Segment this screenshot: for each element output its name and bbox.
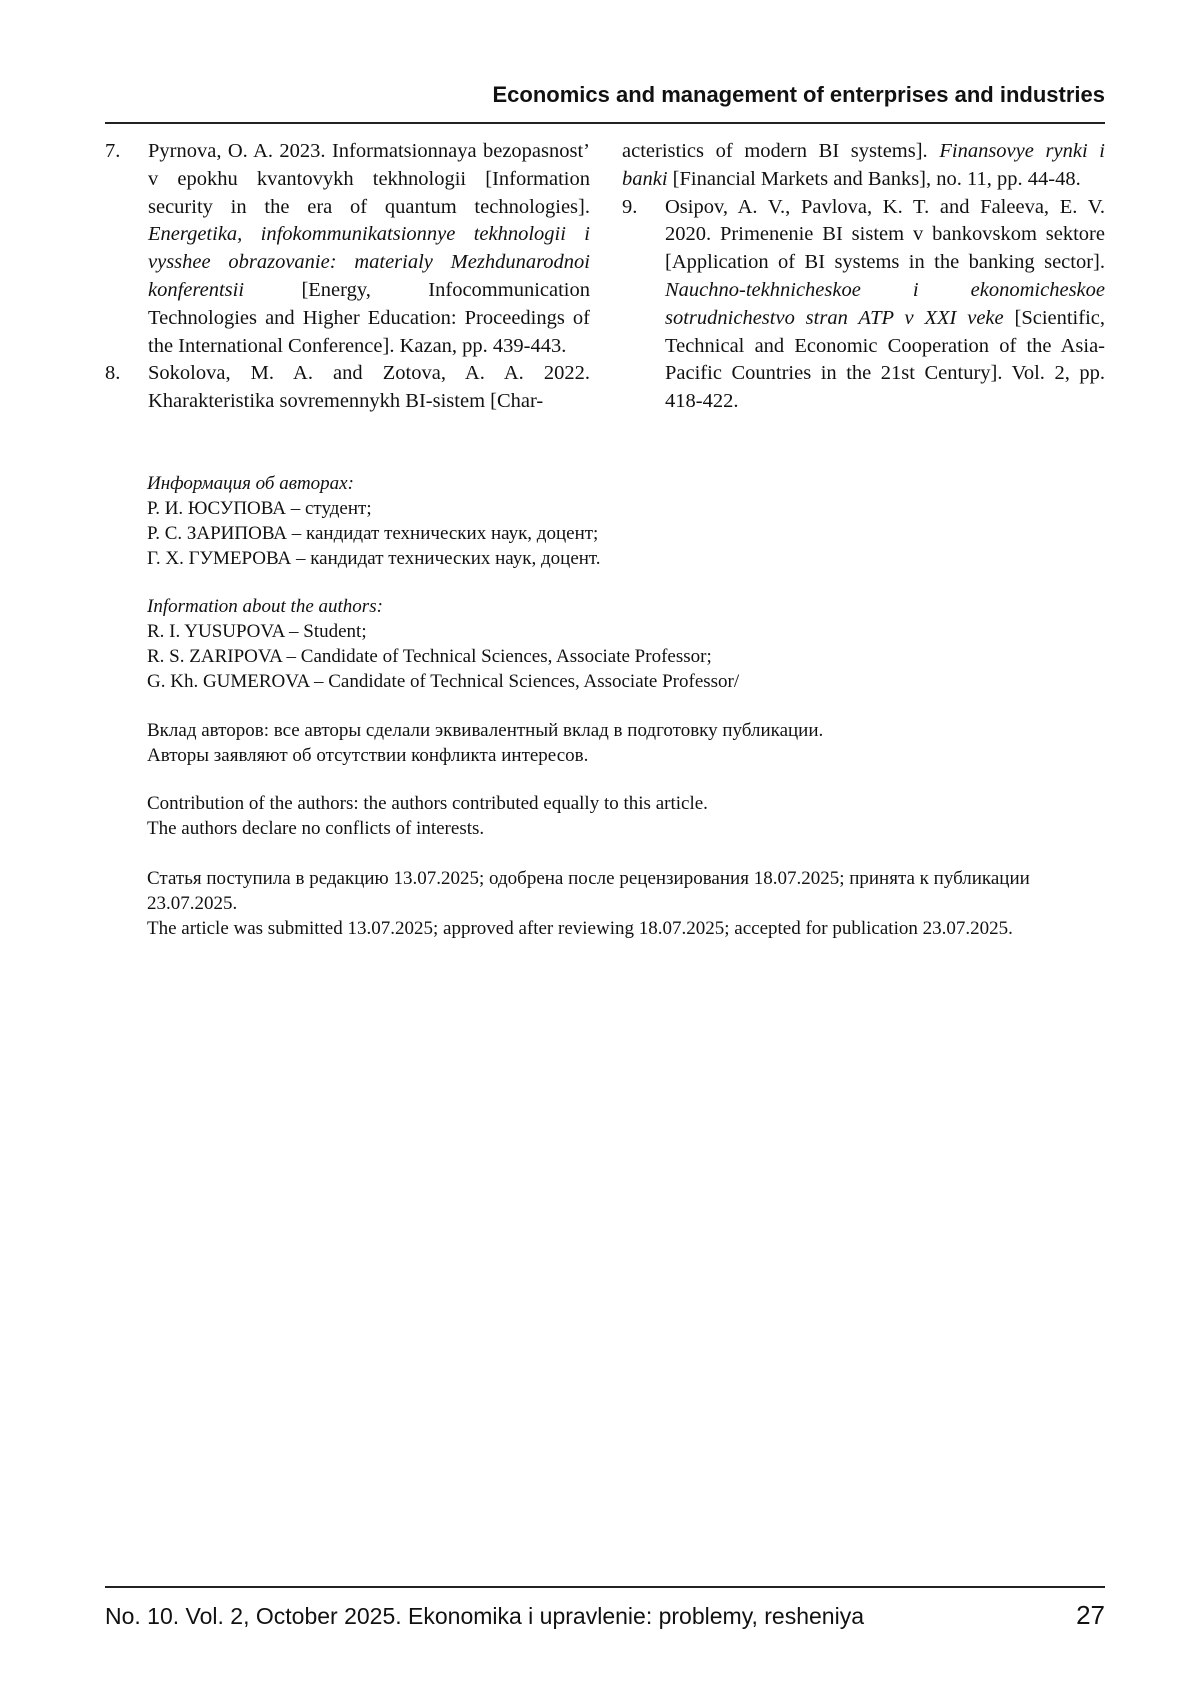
reference-number: 8. [105,360,120,388]
contribution-line: Contribution of the authors: the authors contributed equally to this article. [147,791,1105,816]
reference-8-continued [622,138,1105,194]
reference-number: 7. [105,138,120,166]
dates-en: The article was submitted 13.07.2025; approved after reviewing 18.07.2025; accepted for publication 23.07.2025. [147,916,1105,941]
reference-text: Sokolova, M. A. and Zotova, A. A. 2022. Kharakteristika sovremennykh BI-sistem [Char- [148,362,590,412]
reference-text: Pyrnova, O. A. 2023. Informatsionnaya bezopasnost’ v epokhu kvantovykh tekhnologii [Information security in the era of quantum technologies]. [148,140,590,218]
conflict-line: The authors declare no conflicts of interests. [147,816,1105,841]
contribution-line: Вклад авторов: все авторы сделали эквивалентный вклад в подготовку публикации. [147,718,1105,743]
contribution-en [147,791,1105,841]
references-left-column [105,138,590,416]
reference-number: 9. [622,194,637,222]
author-line: Г. Х. ГУМЕРОВА – кандидат технических наук, доцент. [147,546,1105,571]
reference-source: Finansovye rynki i banki [622,140,1105,190]
authors-heading-en: Information about the authors: [147,594,1105,619]
header-rule [105,122,1105,124]
author-line: Р. С. ЗАРИПОВА – кандидат технических наук, доцент; [147,521,1105,546]
reference-text: Osipov, A. V., Pavlova, K. T. and Faleeva, E. V. 2020. Primenenie BI sistem v bankovskom sektore [Application of BI systems in the banking sector]. [665,196,1105,274]
contribution-ru [147,718,1105,768]
reference-text: [Energy, Infocommunication Technologies and Higher Education: Proceedings of the International Conference]. Kazan, pp. 439-443. [148,279,590,357]
authors-info-ru [147,471,1105,571]
page-number: 27 [1076,1600,1105,1631]
reference-text: [Scientific, Technical and Economic Cooperation of the Asia-Pacific Countries in the 21st Century]. Vol. 2, pp. 418-422. [665,307,1105,412]
author-line: G. Kh. GUMEROVA – Candidate of Technical Sciences, Associate Professor/ [147,669,1105,694]
reference-7 [105,138,590,360]
page-footer [105,1600,1105,1631]
dates-ru: Статья поступила в редакцию 13.07.2025; одобрена после рецензирования 18.07.2025; принята к публикации 23.07.2025. [147,866,1105,916]
reference-8 [105,360,590,416]
reference-source: Nauchno-tekhnicheskoe i ekonomicheskoe sotrudnichestvo stran ATP v XXI veke [665,279,1105,329]
reference-text: [Financial Markets and Banks], no. 11, pp. 44-48. [668,168,1081,190]
author-line: R. I. YUSUPOVA – Student; [147,619,1105,644]
author-line: R. S. ZARIPOVA – Candidate of Technical Sciences, Associate Professor; [147,644,1105,669]
reference-9 [622,194,1105,416]
journal-citation: No. 10. Vol. 2, October 2025. Ekonomika i upravlenie: problemy, resheniya [105,1603,864,1630]
article-dates [147,866,1105,941]
author-line: Р. И. ЮСУПОВА – студент; [147,496,1105,521]
authors-info-en [147,594,1105,694]
references-right-column [622,138,1105,416]
footer-rule [105,1586,1105,1588]
reference-source: Energetika, infokommunikatsionnye tekhnologii i vysshee obrazovanie: materialy Mezhdunarodnoi konferentsii [148,223,590,301]
running-header: Economics and management of enterprises and industries [105,82,1105,108]
authors-heading-ru: Информация об авторах: [147,471,1105,496]
reference-text: acteristics of modern BI systems]. [622,140,939,162]
conflict-line: Авторы заявляют об отсутствии конфликта интересов. [147,743,1105,768]
